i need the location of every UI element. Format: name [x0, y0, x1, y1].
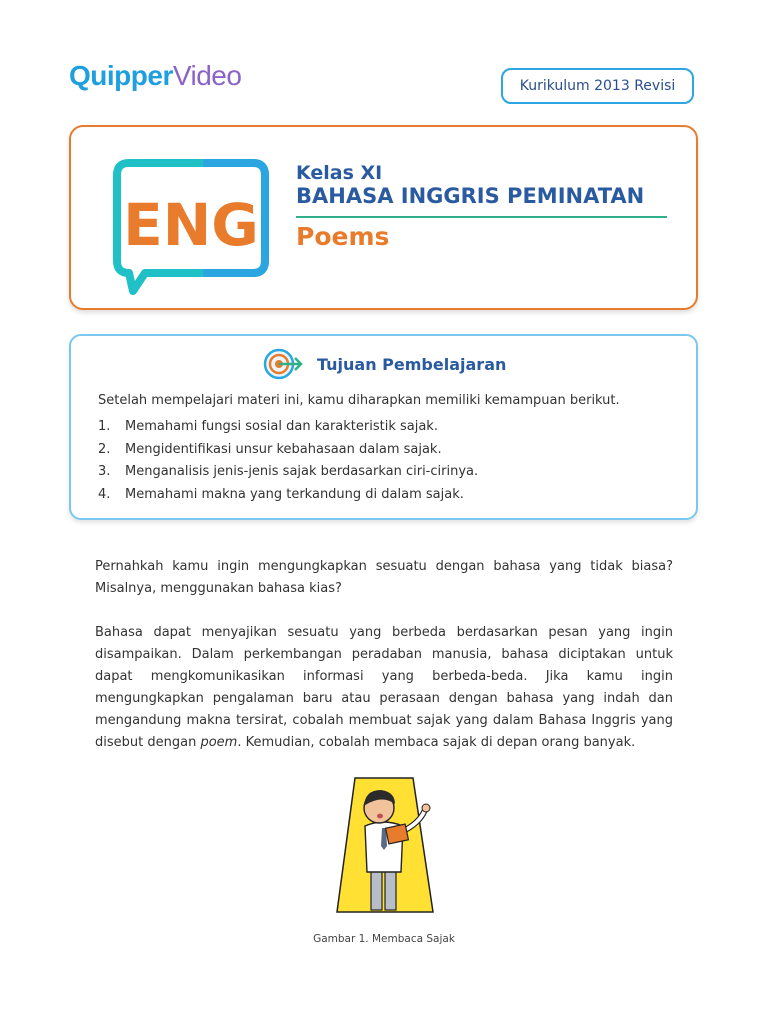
quipper-video-logo [69, 60, 241, 92]
goal-text: Menganalisis jenis-jenis sajak berdasarkan ciri-cirinya. [125, 464, 479, 479]
subject-title: BAHASA INGGRIS PEMINATAN [296, 184, 645, 208]
eng-icon-text: ENG [123, 191, 259, 259]
paragraph-language-text: Bahasa dapat menyajikan sesuatu yang berbeda berdasarkan pesan yang ingin disampaikan. Dalam perkembangan peradaban manusia, bahasa diciptakan untuk dapat mengkomunikasikan informasi yang berbeda-beda. Jika kamu ingin mengungkapkan pengalaman baru atau perasaan dengan bahasa yang indah dan mengandung makna tersirat, cobalah membuat sajak yang dalam Bahasa Inggris yang disebut dengan [95, 625, 673, 750]
figure-caption: Gambar 1. Membaca Sajak [313, 933, 455, 945]
logo-quipper-text: Quipper [69, 60, 173, 91]
topic-title: Poems [296, 222, 390, 251]
paragraph-intro: Pernahkah kamu ingin mengungkapkan sesuatu dengan bahasa yang tidak biasa? Misalnya, menggunakan bahasa kias? [95, 559, 673, 596]
goal-item [98, 484, 478, 507]
goal-number: 4. [98, 486, 111, 502]
paragraph-language [95, 622, 673, 754]
body-text [95, 556, 673, 776]
grade-label: Kelas XI [296, 162, 383, 184]
poem-term: poem [200, 735, 238, 750]
eng-speech-bubble-icon [107, 149, 275, 299]
title-divider [296, 216, 667, 218]
goal-text: Memahami makna yang terkandung di dalam sajak. [125, 486, 464, 502]
logo-video-text: Video [172, 60, 242, 91]
goal-text: Memahami fungsi sosial dan karakteristik sajak. [125, 419, 438, 434]
curriculum-badge: Kurikulum 2013 Revisi [501, 68, 694, 104]
goals-title: Tujuan Pembelajaran [317, 354, 507, 374]
paragraph-language-end: . Kemudian, cobalah membaca sajak di depan orang banyak. [237, 735, 636, 750]
goal-number: 3. [98, 464, 111, 479]
goals-list [98, 416, 478, 506]
goals-intro: Setelah mempelajari materi ini, kamu diharapkan memiliki kemampuan berikut. [98, 393, 620, 408]
goal-item [98, 461, 478, 484]
learning-goals-card [69, 334, 698, 520]
goal-number: 2. [98, 441, 111, 457]
student-reading-poem-illustration [335, 776, 435, 914]
goal-item [98, 439, 478, 462]
goal-number: 1. [98, 419, 111, 434]
target-icon [263, 348, 305, 380]
title-card [69, 125, 698, 310]
goals-header [263, 348, 506, 380]
goal-item [98, 416, 478, 439]
goal-text: Mengidentifikasi unsur kebahasaan dalam sajak. [125, 441, 442, 457]
